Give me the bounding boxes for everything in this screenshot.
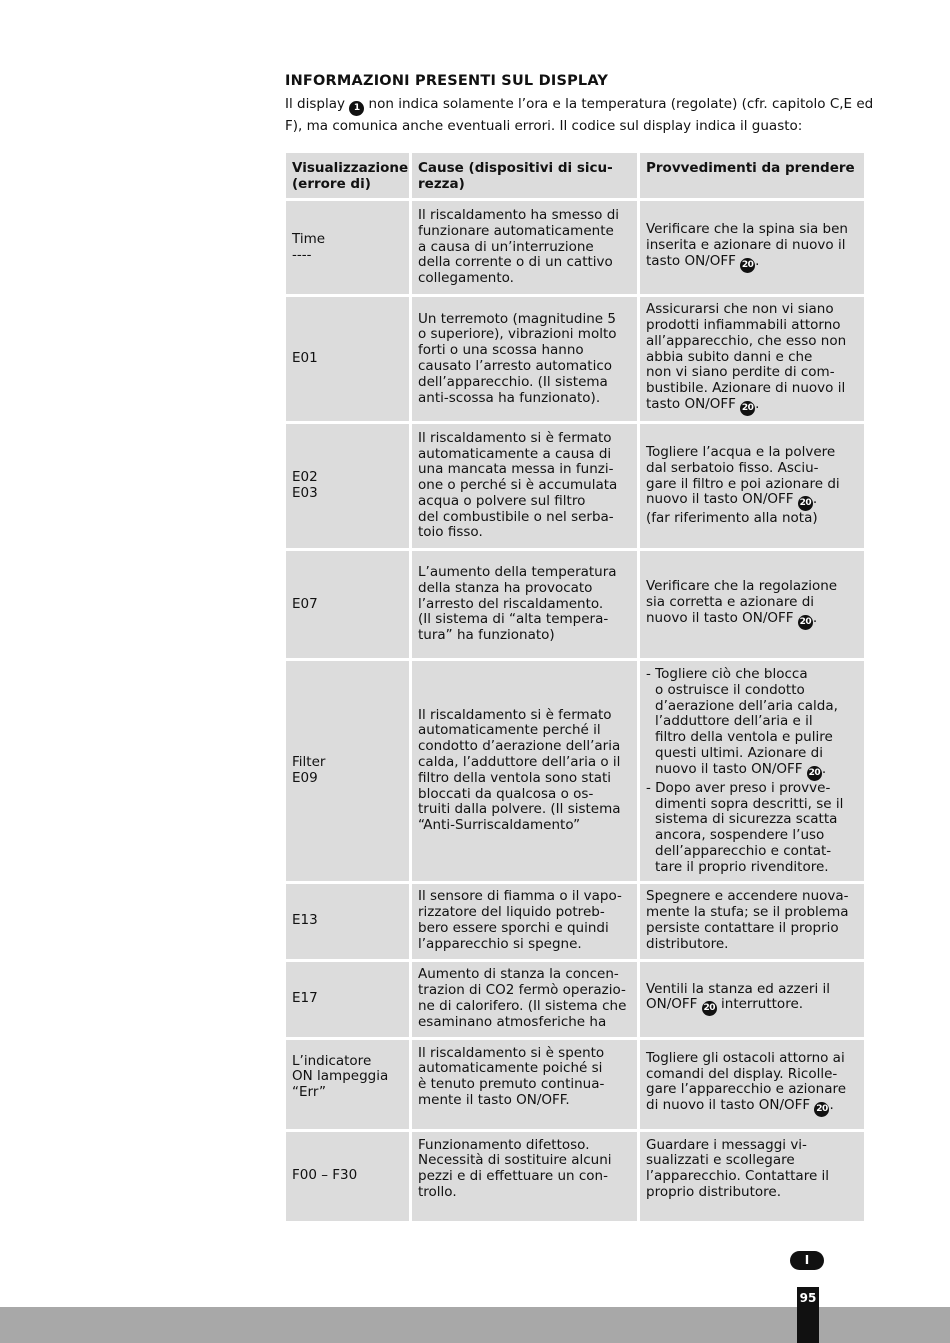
- table-row: [286, 962, 864, 1037]
- row-code: E13: [286, 884, 409, 959]
- row-code: F00 – F30: [286, 1132, 409, 1221]
- row-code: E17: [286, 962, 409, 1037]
- display-number-badge: 1: [349, 101, 364, 116]
- row-code: Time ----: [286, 201, 409, 294]
- onoff-button-ref-badge: 20: [740, 401, 755, 416]
- table-row: [286, 661, 864, 881]
- row-cause: Il sensore di fiamma o il vapo- rizzatore del liquido potreb- bero essere sporchi e quindi l’apparecchio si spegne.: [412, 884, 637, 959]
- onoff-button-ref-badge: 20: [798, 615, 813, 630]
- row-cause: Funzionamento difettoso. Necessità di sostituire alcuni pezzi e di effettuare un con- trollo.: [412, 1132, 637, 1221]
- row-cause: Il riscaldamento si è fermato automaticamente perché il condotto d’aerazione dell’aria calda, l’adduttore dell’aria o il filtro della ventola sono stati bloccati da qualcosa o os- truiti dalla polvere. (Il sistema “Anti-Surriscaldamento”: [412, 661, 637, 881]
- table-row: [286, 201, 864, 294]
- row-action: - Togliere ciò che blocca o ostruisce il condotto d’aerazione dell’aria calda, l’adduttore dell’aria e il filtro della ventola e pulire questi ultimi. Azionare di nuovo il tasto ON/OFF 20 . - Dopo aver preso i provve- dimenti sopra descritti, se il sistema di sicurezza scatta ancora, sospendere l’uso dell’apparecchio e contat- tare il proprio rivenditore.: [640, 661, 864, 881]
- row-action: Assicurarsi che non vi siano prodotti infiammabili attorno all’apparecchio, che esso non abbia subito danni e che non vi siano perdite di com- bustibile. Azionare di nuovo il tasto ON/OFF 20 .: [640, 297, 864, 421]
- error-code-table: [283, 150, 867, 1224]
- row-code: L’indicatore ON lampeggia “Err”: [286, 1040, 409, 1129]
- onoff-button-ref-badge: 20: [814, 1102, 829, 1117]
- onoff-button-ref-badge: 20: [740, 258, 755, 273]
- header-display: Visualizzazione (errore di): [286, 153, 409, 198]
- header-action: Provvedimenti da prendere: [640, 153, 864, 198]
- row-action: Togliere l’acqua e la polvere dal serbatoio fisso. Asciu- gare il filtro e poi azionare di nuovo il tasto ON/OFF 20 . (far riferimento alla nota): [640, 424, 864, 548]
- row-cause: Aumento di stanza la concen- trazion di CO2 fermò operazio- ne di calorifero. (Il sistema che esaminano atmosferiche ha: [412, 962, 637, 1037]
- row-cause: L’aumento della temperatura della stanza ha provocato l’arresto del riscaldamento. (Il sistema di “alta tempera- tura” ha funzionato): [412, 551, 637, 658]
- table-header-row: [286, 153, 864, 198]
- row-action: Spegnere e accendere nuova- mente la stufa; se il problema persiste contattare il proprio distributore.: [640, 884, 864, 959]
- table-row: [286, 1132, 864, 1221]
- table-row: [286, 551, 864, 658]
- row-action: Verificare che la spina sia ben inserita e azionare di nuovo il tasto ON/OFF 20 .: [640, 201, 864, 294]
- row-code: E02 E03: [286, 424, 409, 548]
- section-heading: INFORMAZIONI PRESENTI SUL DISPLAY: [285, 73, 609, 89]
- row-action: Ventili la stanza ed azzeri il ON/OFF 20 interruttore.: [640, 962, 864, 1037]
- table-row: [286, 884, 864, 959]
- row-code: Filter E09: [286, 661, 409, 881]
- header-cause: Cause (dispositivi di sicu- rezza): [412, 153, 637, 198]
- page-number: 95: [799, 1291, 817, 1305]
- row-code: E01: [286, 297, 409, 421]
- row-cause: Il riscaldamento ha smesso di funzionare automaticamente a causa di un’interruzione della corrente o di un cattivo collegamento.: [412, 201, 637, 294]
- row-action: Guardare i messaggi vi- sualizzati e scollegare l’apparecchio. Contattare il proprio distributore.: [640, 1132, 864, 1221]
- row-action: Verificare che la regolazione sia corretta e azionare di nuovo il tasto ON/OFF 20 .: [640, 551, 864, 658]
- onoff-button-ref-badge: 20: [702, 1001, 717, 1016]
- language-badge: I: [790, 1251, 824, 1270]
- onoff-button-ref-badge: 20: [798, 496, 813, 511]
- intro-text-start: Il display: [285, 96, 350, 112]
- row-code: E07: [286, 551, 409, 658]
- intro-paragraph: [285, 94, 875, 137]
- row-cause: Un terremoto (magnitudine 5 o superiore), vibrazioni molto forti o una scossa hanno causato l’arresto automatico dell’apparecchio. (Il sistema anti-scossa ha funzionato).: [412, 297, 637, 421]
- onoff-button-ref-badge: 20: [807, 766, 822, 781]
- row-cause: Il riscaldamento si è spento automaticamente poiché si è tenuto premuto continua- mente il tasto ON/OFF.: [412, 1040, 637, 1129]
- table-row: [286, 1040, 864, 1129]
- row-action: Togliere gli ostacoli attorno ai comandi del display. Ricolle- gare l’apparecchio e azionare di nuovo il tasto ON/OFF 20 .: [640, 1040, 864, 1129]
- table-row: [286, 424, 864, 548]
- table-row: [286, 297, 864, 421]
- intro-text-end: non indica solamente l’ora e la temperatura (regolate) (cfr. capitolo C,E ed F), ma comunica anche eventuali errori. Il codice sul display indica il guasto:: [285, 96, 874, 134]
- row-cause: Il riscaldamento si è fermato automaticamente a causa di una mancata messa in funzi- one o perché si è accumulata acqua o polvere sul filtro del combustibile o nel serba- toio fisso.: [412, 424, 637, 548]
